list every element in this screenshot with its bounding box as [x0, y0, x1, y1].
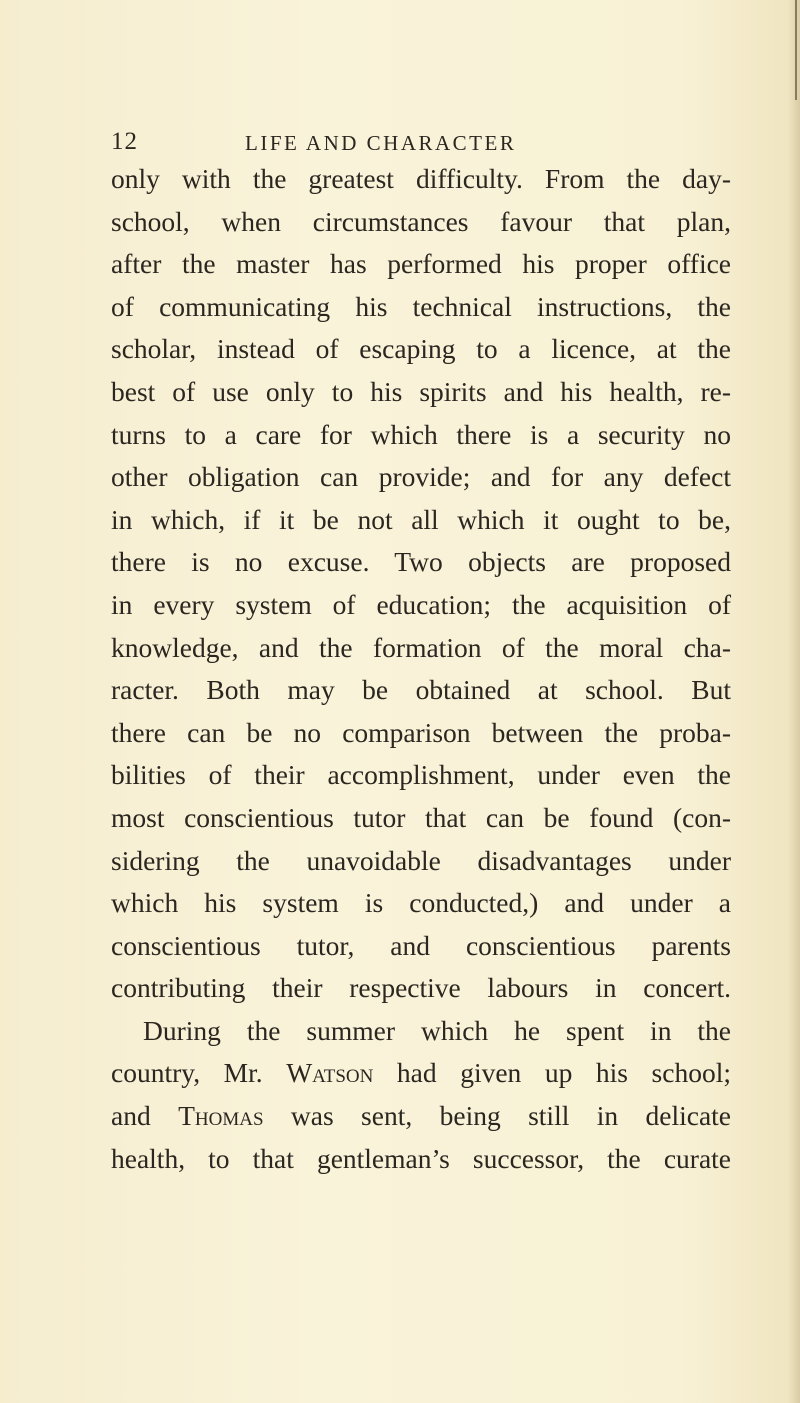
text-line: of communicating his technical instructions, the	[111, 290, 731, 322]
person-name: Watson	[286, 1057, 374, 1089]
text-line: in every system of education; the acquisition of	[111, 588, 731, 620]
text-fragment: was sent, being still in delicate	[263, 1100, 731, 1132]
text-line: only with the greatest difficulty. From the day-	[111, 163, 731, 194]
text-line: after the master has performed his proper office	[111, 248, 731, 280]
text-line: turns to a care for which there is a security no	[111, 418, 731, 450]
text-line: conscientious tutor, and conscientious parents	[111, 929, 731, 961]
text-line: which his system is conducted,) and under a	[111, 887, 731, 919]
text-line	[111, 1052, 731, 1095]
running-head-title: LIFE AND CHARACTER	[245, 131, 517, 155]
text-line: racter. Both may be obtained at school. But	[111, 674, 731, 706]
text-line: there is no excuse. Two objects are proposed	[111, 546, 731, 578]
text-line: scholar, instead of escaping to a licence, at the	[111, 333, 731, 365]
text-line	[111, 1095, 731, 1138]
text-line: most conscientious tutor that can be found (con-	[111, 801, 731, 833]
text-line: best of use only to his spirits and his health, re-	[111, 375, 731, 407]
text-line: sidering the unavoidable disadvantages under	[111, 844, 731, 876]
text-line: in which, if it be not all which it ought to be,	[111, 503, 731, 535]
text-line: contributing their respective labours in concert.	[111, 972, 731, 1004]
running-head	[0, 128, 800, 158]
body-text	[111, 158, 731, 1180]
text-line: other obligation can provide; and for any defect	[111, 461, 731, 493]
text-fragment: country, Mr.	[111, 1057, 287, 1089]
text-line: bilities of their accomplishment, under even the	[111, 759, 731, 791]
page-edge-line	[795, 0, 797, 100]
text-line: knowledge, and the formation of the moral cha-	[111, 631, 731, 663]
text-line: school, when circumstances favour that plan,	[111, 205, 731, 237]
page-number: 12	[111, 128, 138, 155]
text-line: During the summer which he spent in the	[143, 1014, 731, 1046]
text-line: there can be no comparison between the proba-	[111, 716, 731, 748]
page-edge-shadow	[788, 0, 800, 1403]
person-name: Thomas	[178, 1100, 264, 1132]
text-fragment: and	[111, 1100, 179, 1132]
text-fragment: had given up his school;	[373, 1057, 731, 1089]
text-line: health, to that gentleman’s successor, the curate	[111, 1142, 731, 1174]
